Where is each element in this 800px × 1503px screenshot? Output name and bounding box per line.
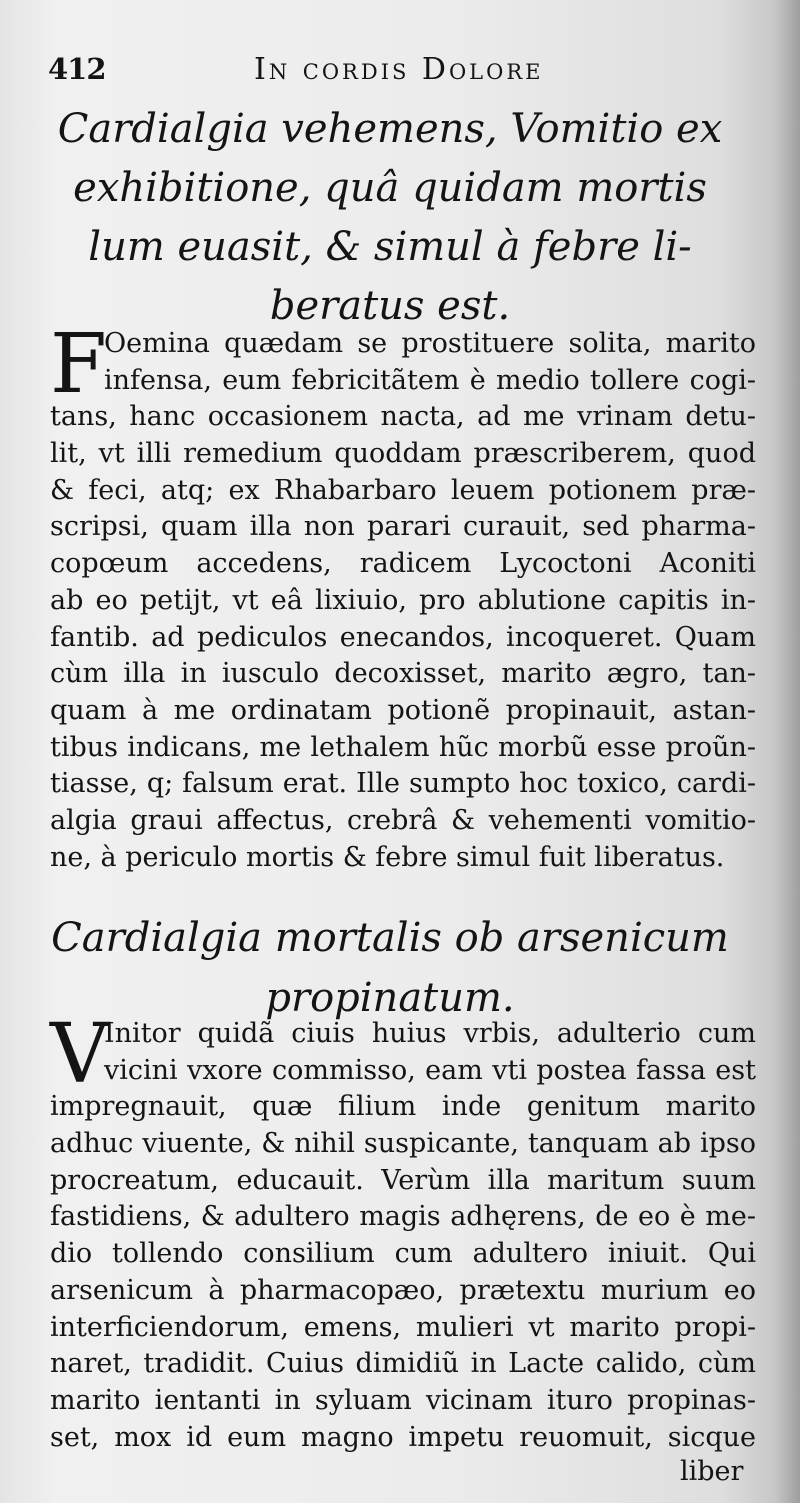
body-line: tans, hanc occasionem nacta, ad me vrinam detu- <box>50 401 756 433</box>
body-line: lit, vt illi remedium quoddam præscriberem, quod <box>50 438 756 470</box>
section-title <box>40 908 740 1028</box>
body-line: algia graui affectus, crebrâ & vehementi vomitio- <box>50 804 756 836</box>
body-line: interficiendorum, emens, mulieri vt marito propi- <box>50 1311 756 1343</box>
body-line: ab eo petijt, vt eâ lixiuio, pro ablutione capitis in- <box>50 584 756 616</box>
body-line: procreatum, educauit. Verùm illa maritum suum <box>50 1164 756 1196</box>
section-title-line: Cardialgia mortalis ob arsenicum <box>51 915 729 961</box>
body-line: infensa, eum febricitãtem è medio tollere cogi- <box>104 364 756 396</box>
running-head: In cordis Dolore <box>254 52 544 87</box>
drop-cap: V <box>50 1007 110 1102</box>
body-line: vicini vxore commisso, eam vti postea fassa est <box>104 1054 756 1086</box>
body-line: quam à me ordinatam potionẽ propinauit, astan- <box>50 694 756 726</box>
body-line: adhuc viuente, & nihil suspicante, tanquam ab ipso <box>50 1128 756 1160</box>
section-title <box>40 100 740 336</box>
body-line: & feci, atq; ex Rhabarbaro leuem potionem præ- <box>50 474 756 506</box>
page-header <box>48 52 608 94</box>
body-line: tibus indicans, me lethalem hũc morbũ esse proũn- <box>50 731 756 763</box>
section-title-line: beratus est. <box>269 283 511 329</box>
section-title-line: lum euasit, & simul à febre li- <box>88 224 692 270</box>
body-line: ne, à periculo mortis & febre simul fuit liberatus. <box>50 841 725 873</box>
section-body <box>50 1007 756 1456</box>
body-line: tiasse, q; falsum erat. Ille sumpto hoc toxico, cardi- <box>50 768 756 800</box>
catchword: liber <box>680 1456 744 1487</box>
body-line: arsenicum à pharmacopæo, prætextu murium eo <box>50 1274 756 1306</box>
body-line: copœum accedens, radicem Lycoctoni Aconiti <box>50 548 756 580</box>
drop-cap: F <box>50 317 107 412</box>
page-number: 412 <box>48 52 106 86</box>
body-line: dio tollendo consilium cum adultero iniuit. Qui <box>50 1238 756 1270</box>
body-line: naret, tradidit. Cuius dimidiũ in Lacte calido, cùm <box>50 1348 756 1380</box>
section-title-line: Cardialgia vehemens, Vomitio ex <box>57 106 723 152</box>
body-line: marito ientanti in syluam vicinam ituro propinas- <box>50 1384 756 1416</box>
body-line: Oemina quædam se prostituere solita, marito <box>104 328 756 359</box>
body-line: cùm illa in iusculo decoxisset, marito ægro, tan- <box>50 658 756 690</box>
section-title-line: propinatum. <box>265 975 515 1021</box>
body-line: set, mox id eum magno impetu reuomuit, sicque <box>50 1421 756 1453</box>
section-title-line: exhibitione, quâ quidam mortis <box>73 165 707 211</box>
body-line: scripsi, quam illa non parari curauit, sed pharma- <box>50 511 756 543</box>
body-line: fantib. ad pediculos enecandos, incoqueret. Quam <box>50 621 756 653</box>
body-line: impregnauit, quæ filium inde genitum marito <box>50 1091 756 1123</box>
page-edge-shadow <box>774 0 800 1503</box>
section-body <box>50 317 756 876</box>
body-line: fastidiens, & adultero magis adhęrens, de eo è me- <box>50 1201 756 1233</box>
body-line: Initor quidã ciuis huius vrbis, adulterio cum <box>104 1018 756 1049</box>
